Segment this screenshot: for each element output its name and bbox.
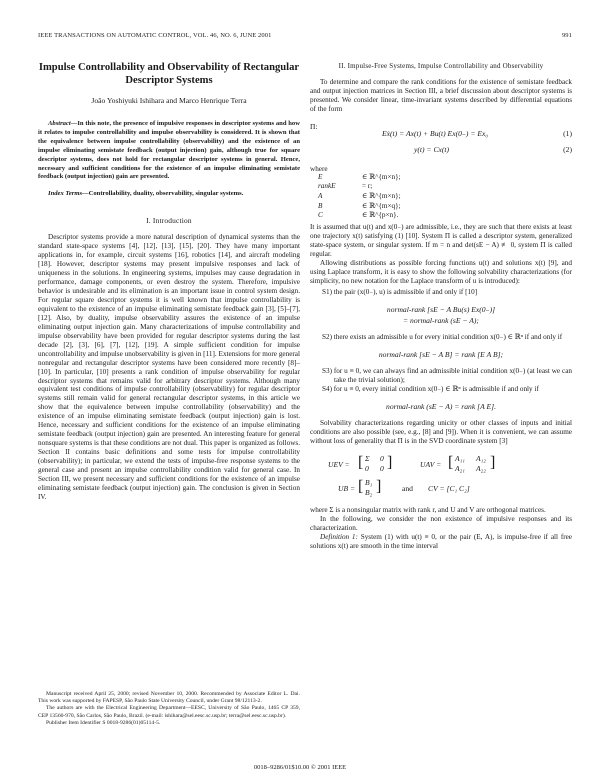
matrix-and: and xyxy=(402,484,413,494)
introduction-paragraph: Descriptor systems provide a more natural description of dynamical systems than the standard state-space systems [4], [12], [13], [15], [20]. They have many important applications in, for example, circuit systems [16], robotics [14], and aircraft modeling [18]. However, descriptor systems may present impulsive responses and lack of uniqueness in the solutions. In engineering systems, impulses may cause degradation in performance, damage components, or even destroy the system. Therefore, impulsive behavior is undesirable and its elimination is an important issue in control system design. For regular square descriptor systems it is well known that impulse controllability is equivalent to the existence of an impulse eliminating semistate feedback gain [3], [5]–[7], [12]. Also, by duality, impulse observability assures the existence of an impulse eliminating output injection gain. Many characterizations of impulse controllability and impulse observability have been provided for regular descriptor systems during the last decade [2], [3], [6], [7], [12], [19]. A simple sufficient condition for impulse uncontrollability and impulse unobservability is given in [11]. Extensions for more general nonregular and rectangular descriptor systems have been considered more recently [8]–[10]. In particular, [10] presents a rank condition of impulse observability for regular descriptor systems that remains valid for arbitrary descriptor systems. Although many equivalent test conditions of impulse controllability (observability) for regular descriptor systems still remain valid for general rectangular descriptor systems, in this article we show that the equivalence between impulse controllability (observability) and the existence of an impulse eliminating semistate feedback (output injection) gain is lost. Hence, necessary and sufficient conditions for the existence of an impulse eliminating semistate feedback (output injection) gain are presented. An interesting feature for general nonsquare systems is that these conditions are not dual. This paper is organized as follows. Section II contains basic definitions and some tests for impulse controllability (observability); in particular, we extend the tests of impulse-free response systems to the general case and present an impulse controllability condition valid for general case. In Section III, we present necessary and sufficient conditions for the existence of an impulse eliminating semistate feedback (output injection) gain. The conclusion is given in Section IV. xyxy=(38,233,300,501)
matrix-cell: 0 xyxy=(380,464,384,474)
matrix-cv: CV = [C₁ C₂] xyxy=(428,484,470,494)
footnotes xyxy=(38,691,300,727)
abstract xyxy=(38,120,300,182)
matrix-cell: B₁ xyxy=(365,478,373,488)
bracket-right: ] xyxy=(490,454,496,472)
where-row: C ∈ ℝ^{p×n}. xyxy=(318,211,399,220)
where-row: A ∈ ℝ^{m×n}; xyxy=(318,192,401,200)
right-column xyxy=(310,60,572,551)
definition-1 xyxy=(310,533,572,551)
footnote-manuscript: Manuscript received April 25, 2000; revised November 10, 2000. Recommended by Associate Editor L. Dai. This work was supported by FAPESP, São Paulo State University Council, under Grant 98/12113-2. xyxy=(38,691,300,705)
footnote-publisher: Publisher Item Identifier S 0018-9286(01)05114-5. xyxy=(46,719,161,726)
section-heading-introduction: I. Introduction xyxy=(146,216,192,226)
equation-1-body: Eẋ(t) = Ax(t) + Bu(t) Ex(0₋) = Ex₀ xyxy=(382,128,489,138)
matrix-uav-label: UAV = xyxy=(420,460,442,470)
where-row: E ∈ ℝ^{m×n}; xyxy=(318,172,401,181)
section-heading-impulse-free: II. Impulse-Free Systems, Impulse Controllability and Observability xyxy=(338,62,544,70)
matrix-cell: B₂ xyxy=(365,488,373,498)
paper-title: Impulse Controllability and Observability of Rectangular Descriptor Systems xyxy=(38,62,300,86)
condition-s4: S4) for u ≡ 0, every initial condition x(0₋) ∈ ℝⁿ is admissible if and only if xyxy=(322,385,539,394)
running-header: IEEE TRANSACTIONS ON AUTOMATIC CONTROL, VOL. 46, NO. 6, JUNE 2001 xyxy=(38,32,272,39)
authors: João Yoshiyuki Ishihara and Marco Henrique Terra xyxy=(91,96,247,105)
section2-paragraph-3: Allowing distributions as possible forcing functions u(t) and solutions x(t) [9], and using Laplace transform, it is easy to show the following solvability characterizations (for simplicity, no new notation for the Laplace transform of u is introduced): xyxy=(310,258,572,285)
where-row: rankE = r; xyxy=(318,182,373,191)
matrix-uev-label: UEV = xyxy=(328,460,350,470)
bracket-left: [ xyxy=(358,478,364,496)
index-terms-text: Controllability, duality, observability, singular systems. xyxy=(88,190,244,198)
definition-1-text: System (1) with u(t) ≡ 0, or the pair (E, A), is impulse-free if all free solutions x(t) are smooth in the time interval xyxy=(310,532,573,550)
system-label: Π: xyxy=(310,121,318,131)
matrix-cell: A₂₁ xyxy=(455,464,465,474)
matrix-cell: Σ xyxy=(365,454,370,464)
condition-s1-equation-1: normal-rank [sE − A Bu(s) Ex(0₋)] xyxy=(386,305,496,315)
matrix-cell: A₂₂ xyxy=(476,464,486,474)
bracket-left: [ xyxy=(358,454,364,472)
bracket-right: ] xyxy=(376,478,382,496)
section2-paragraph-6: In the following, we consider the non existence of impulsive responses and its characterization. xyxy=(310,515,572,532)
matrix-ub-label: UB = xyxy=(338,484,356,494)
matrix-cell: 0 xyxy=(365,464,369,474)
page-number: 991 xyxy=(561,32,572,39)
equation-1-number: (1) xyxy=(563,128,572,138)
matrix-cell: A₁₁ xyxy=(455,454,465,464)
definition-1-label: Definition 1: xyxy=(320,532,358,541)
copyright-footer: 0018–9286/01$10.00 © 2001 IEEE xyxy=(253,764,347,771)
bracket-right: ] xyxy=(387,454,393,472)
condition-s2: S2) there exists an admissible u for every initial condition x(0₋) ∈ ℝⁿ if and only if xyxy=(322,333,563,342)
condition-s1-equation-2: = normal-rank (sE − A); xyxy=(403,316,479,326)
equation-2 xyxy=(310,145,572,161)
where-row: B ∈ ℝ^{m×q}; xyxy=(318,201,401,210)
footnote-authors: The authors are with the Electrical Engineering Department—EESC, University of São Paulo, 1465 CP 359, CEP 13560-970, São Carlos, São Paulo, Brazil. (e-mail: ishihara@sel.eesc.sc.usp.br; terra@sel.eesc.sc.usp.br). xyxy=(38,705,300,719)
svd-matrices xyxy=(310,454,572,500)
equation-2-number: (2) xyxy=(563,144,572,154)
bracket-left: [ xyxy=(448,454,454,472)
section2-paragraph-5: where Σ is a nonsingular matrix with rank r, and U and V are orthogonal matrices. xyxy=(310,506,546,515)
left-column xyxy=(38,60,300,502)
section2-paragraph-1: To determine and compare the rank conditions for the existence of semistate feedback and output injection matrices in Section III, a brief discussion about descriptor systems is presented. We consider linear, time-invariant systems described by differential equations of the form xyxy=(310,78,572,113)
where-table xyxy=(318,173,572,221)
equation-1 xyxy=(310,129,572,145)
matrix-cell: 0 xyxy=(380,454,384,464)
index-terms-label: Index Terms— xyxy=(48,190,89,198)
abstract-label: Abstract— xyxy=(48,120,78,127)
matrix-cell: A₁₂ xyxy=(476,454,486,464)
index-terms xyxy=(38,190,300,199)
condition-s1: S1) the pair (x(0₋), u) is admissible if and only if [10] xyxy=(322,288,478,297)
abstract-text: In this note, the presence of impulsive responses in descriptor systems and how it relates to impulse controllability and impulse observability is considered. It is shown that the equivalence between impulse controllability (observability) and the existence of an impulse eliminating semistate feedback (output injection) gain, although true for square descriptor systems, does not hold for rectangular descriptor systems in general. Hence, necessary and sufficient conditions for the existence of an impulse eliminating semistate feedback (output injection) gain are presented. xyxy=(38,120,300,181)
section2-paragraph-2: It is assumed that u(t) and x(0₋) are admissible, i.e., they are such that there exists at least one trajectory x(t) satisfying (1) [10]. System Π is called a descriptor system, generalized state-space system, or singular system. If m = n and det(sE − A) ≢ 0, system Π is called regular. xyxy=(310,222,572,258)
condition-s3: S3) for u ≡ 0, we can always find an admissible initial condition x(0₋) (at least we can take the trivial solution); xyxy=(322,367,572,385)
section2-paragraph-4: Solvability characterizations regarding unicity or other classes of inputs and initial conditions are also possible (see, e.g., [8] and [9]). When it is convenient, we can assume without loss of generality that Π is in the SVD coordinate system [3] xyxy=(310,419,572,446)
condition-s4-equation: normal-rank (sE − A) = rank [A E]. xyxy=(386,402,496,412)
equation-2-body: y(t) = Cx(t) xyxy=(414,144,450,154)
where-label: where xyxy=(310,164,328,173)
condition-s2-equation: normal-rank [sE − A B] = rank [E A B]; xyxy=(378,350,504,360)
